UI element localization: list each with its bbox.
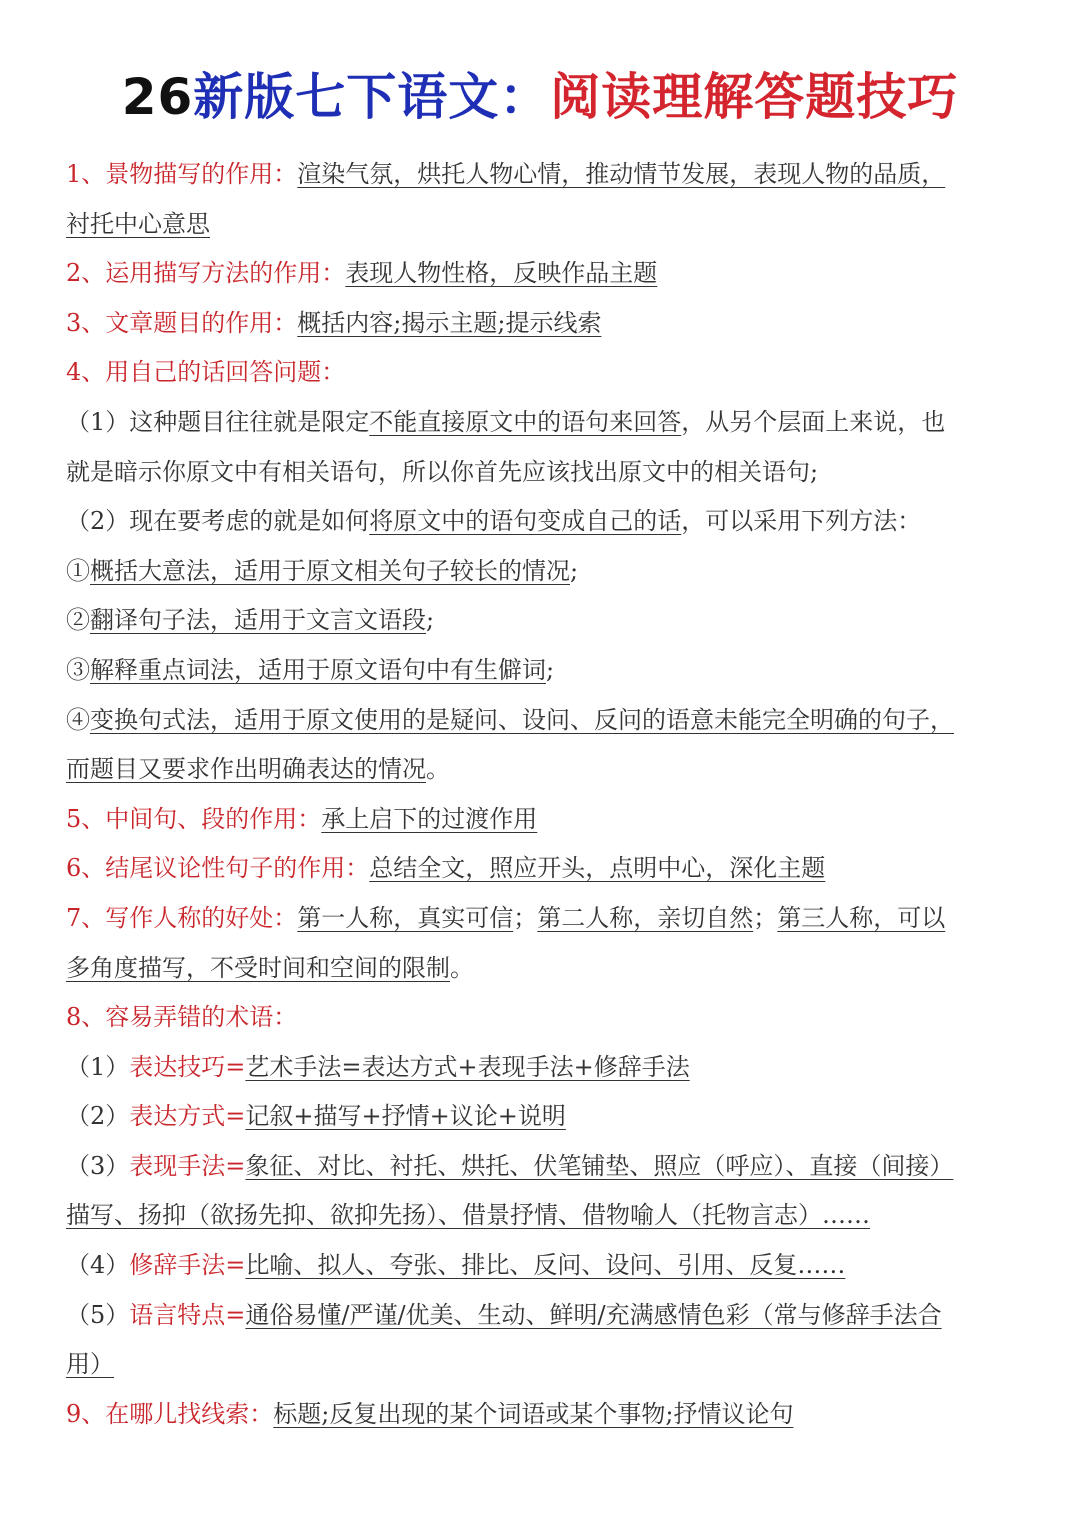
item-4-label: 4、用自己的话回答问题： <box>66 358 346 387</box>
item-2-line <box>66 249 1011 299</box>
content-body <box>66 150 1011 1439</box>
term-3-number: （3） <box>66 1151 130 1180</box>
item-4-p1-line-2 <box>66 448 1011 498</box>
item-4-p2-post: ，可以采用下列方法： <box>681 507 922 536</box>
term-2-number: （2） <box>66 1102 130 1131</box>
item-9-label: 9、在哪儿找线索： <box>66 1399 274 1428</box>
method-2-line <box>66 596 1011 646</box>
term-4-number: （4） <box>66 1251 130 1280</box>
term-5-line <box>66 1291 1011 1341</box>
item-5-line <box>66 795 1011 845</box>
item-5-text: 承上启下的过渡作用 <box>321 804 538 833</box>
item-5-label: 5、中间句、段的作用： <box>66 804 322 833</box>
item-6-text: 总结全文，照应开头，点明中心，深化主题 <box>369 854 826 883</box>
method-2-marker: ② <box>66 606 90 635</box>
title-subject: 新版七下语文： <box>193 68 551 126</box>
term-1-line <box>66 1043 1011 1093</box>
method-3-line <box>66 646 1011 696</box>
item-7-third-person: 第三人称，可以 <box>777 903 946 932</box>
item-4-line <box>66 348 1011 398</box>
method-3-marker: ③ <box>66 655 90 684</box>
term-4-line <box>66 1241 1011 1291</box>
item-1-text: 渲染气氛，烘托人物心情，推动情节发展，表现人物的品质， <box>297 160 946 188</box>
item-7-line-2 <box>66 944 1011 994</box>
item-2-text: 表现人物性格，反映作品主题 <box>345 259 658 288</box>
term-3-text-cont: 描写、扬抑（欲扬先抑、欲抑先扬）、借景抒情、借物喻人（托物言志）…… <box>66 1201 870 1230</box>
item-4-p1-line <box>66 398 1011 448</box>
title-topic: 阅读理解答题技巧 <box>550 68 959 126</box>
method-3-text: 解释重点词法，适用于原文语句中有生僻词 <box>90 655 546 684</box>
term-2-text: 记叙+描写+抒情+议论+说明 <box>245 1102 566 1131</box>
term-3-text: 象征、对比、衬托、烘托、伏笔铺垫、照应（呼应）、直接（间接） <box>245 1151 954 1180</box>
item-4-p2-underlined: 将原文中的语句变成自己的话 <box>369 507 682 536</box>
item-3-text: 概括内容;揭示主题;提示线索 <box>297 308 602 337</box>
term-3-line-2 <box>66 1191 1011 1241</box>
item-1-line-2 <box>66 200 1011 250</box>
item-3-label: 3、文章题目的作用： <box>66 308 298 337</box>
page-title <box>0 62 1080 132</box>
method-1-marker: ① <box>66 556 90 585</box>
term-2-name: 表达方式= <box>129 1102 246 1131</box>
item-7-third-person-cont: 多角度描写，不受时间和空间的限制 <box>66 953 450 982</box>
item-7-second-person: 第二人称，亲切自然 <box>537 903 754 932</box>
item-8-line <box>66 993 1011 1043</box>
term-4-text: 比喻、拟人、夸张、排比、反问、设问、引用、反复…… <box>245 1251 846 1280</box>
term-4-name: 修辞手法= <box>129 1251 246 1280</box>
term-1-name: 表达技巧= <box>129 1052 246 1081</box>
method-4-line <box>66 696 1011 746</box>
item-9-text: 标题;反复出现的某个词语或某个事物;抒情议论句 <box>273 1399 794 1428</box>
term-3-line <box>66 1142 1011 1192</box>
item-1-label: 1、景物描写的作用： <box>66 160 298 188</box>
item-7-sep-1: ； <box>513 903 538 932</box>
method-4-text-cont: 而题目又要求作出明确表达的情况 <box>66 755 426 784</box>
item-7-line <box>66 894 1011 944</box>
method-1-end: ; <box>570 556 579 585</box>
method-4-line-2 <box>66 745 1011 795</box>
item-7-label: 7、写作人称的好处： <box>66 903 298 932</box>
item-6-line <box>66 844 1011 894</box>
item-1-line <box>66 150 1011 200</box>
item-7-first-person: 第一人称，真实可信 <box>297 903 514 932</box>
item-4-p1-cont: 就是暗示你原文中有相关语句，所以你首先应该找出原文中的相关语句; <box>66 457 819 486</box>
term-5-name: 语言特点= <box>129 1300 246 1329</box>
method-1-text: 概括大意法，适用于原文相关句子较长的情况 <box>90 556 570 585</box>
item-4-p2-pre: （2）现在要考虑的就是如何 <box>66 507 370 536</box>
method-1-line <box>66 547 1011 597</box>
term-1-text: 艺术手法=表达方式+表现手法+修辞手法 <box>245 1052 690 1081</box>
term-3-name: 表现手法= <box>129 1151 246 1180</box>
method-4-end: 。 <box>426 755 450 784</box>
item-1-text-cont: 衬托中心意思 <box>66 209 210 238</box>
method-2-text: 翻译句子法，适用于文言文语段 <box>90 606 426 635</box>
item-4-p1-underlined: 不能直接原文中的语句来回答 <box>369 407 682 436</box>
method-4-text: 变换句式法，适用于原文使用的是疑问、设问、反问的语意未能完全明确的句子， <box>90 705 954 734</box>
term-2-line <box>66 1092 1011 1142</box>
item-4-p1-post: ，从另个层面上来说，也 <box>681 407 946 436</box>
term-5-number: （5） <box>66 1300 130 1329</box>
item-3-line <box>66 299 1011 349</box>
term-5-line-2 <box>66 1340 1011 1390</box>
item-7-end: 。 <box>450 953 474 982</box>
term-5-text-cont: 用） <box>66 1350 114 1379</box>
item-8-label: 8、容易弄错的术语： <box>66 1003 298 1032</box>
method-4-marker: ④ <box>66 705 90 734</box>
term-5-text: 通俗易懂/严谨/优美、生动、鲜明/充满感情色彩（常与修辞手法合 <box>245 1300 942 1329</box>
term-1-number: （1） <box>66 1052 130 1081</box>
item-4-p2-line <box>66 497 1011 547</box>
item-6-label: 6、结尾议论性句子的作用： <box>66 854 370 883</box>
method-3-end: ; <box>546 655 555 684</box>
item-9-line <box>66 1390 1011 1440</box>
title-number: 26 <box>121 68 194 126</box>
item-2-label: 2、运用描写方法的作用： <box>66 259 346 288</box>
item-4-p1-pre: （1）这种题目往往就是限定 <box>66 407 370 436</box>
method-2-end: ; <box>426 606 435 635</box>
item-7-sep-2: ； <box>753 903 778 932</box>
